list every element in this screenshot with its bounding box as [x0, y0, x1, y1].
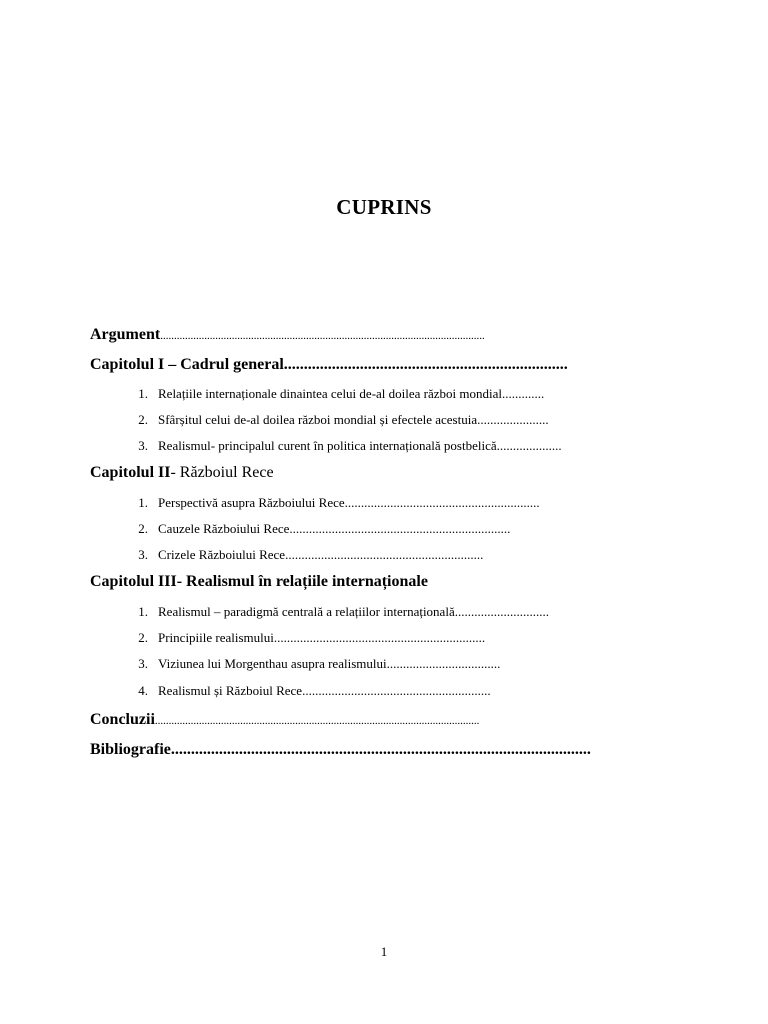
toc-entry-label: Concluzii	[90, 711, 155, 728]
chapter-title: - Războiul Rece	[170, 464, 274, 481]
subentry-text: Sfârșitul celui de-al doilea război mondial și efectele acestuia	[158, 412, 478, 427]
subentry-number: 1.	[138, 604, 148, 619]
toc-entry-bibliografie	[90, 742, 591, 758]
subentry-text: Crizele Războiului Rece	[158, 547, 286, 562]
toc-entry-chapter-1	[90, 357, 568, 373]
page-title: CUPRINS	[336, 195, 432, 219]
subentry-text: Cauzele Războiului Rece	[158, 521, 290, 536]
toc-leader-dots: ......................................................................................................................	[154, 715, 480, 727]
toc-leader-dots: ............................................................	[344, 495, 540, 510]
toc-entry-chapter-3	[90, 574, 428, 590]
subentry-text: Principiile realismului	[158, 630, 274, 645]
page-number: 1	[380, 944, 388, 959]
subentry-text: Realismul- principalul curent în politica internațională postbelică	[158, 438, 497, 453]
toc-entry-label: Argument	[90, 326, 161, 343]
toc-leader-dots: .......................................................................	[283, 356, 568, 373]
toc-entry-argument	[90, 327, 485, 343]
toc-entry-chapter-2	[90, 465, 274, 481]
toc-leader-dots: ......................................................................................................................	[160, 330, 485, 342]
toc-leader-dots: ...................................	[386, 656, 501, 671]
toc-leader-dots: ....................................................................	[289, 521, 511, 536]
subentry-number: 2.	[138, 412, 148, 427]
toc-leader-dots: .............................	[454, 604, 549, 619]
chapter-prefix: Capitolul II	[90, 464, 171, 481]
subentry-text: Relațiile internaționale dinaintea celui de-al doilea război mondial	[158, 386, 502, 401]
subentry-number: 4.	[138, 683, 148, 698]
subentry-number: 3.	[138, 547, 148, 562]
subentry-number: 2.	[138, 630, 148, 645]
subentry-text: Realismul – paradigmă centrală a relațiilor internațională	[158, 604, 455, 619]
toc-leader-dots: .................................................................	[273, 630, 486, 645]
subentry-text: Viziunea lui Morgenthau asupra realismului	[158, 656, 387, 671]
toc-entry-concluzii	[90, 712, 479, 728]
chapter-title: – Cadrul general	[164, 356, 284, 373]
subentry-number: 1.	[138, 495, 148, 510]
toc-leader-dots: .............................................................	[285, 547, 484, 562]
subentry-number: 2.	[138, 521, 148, 536]
toc-leader-dots: .............	[502, 386, 545, 401]
chapter-prefix: Capitolul I	[90, 356, 165, 373]
toc-leader-dots: ..........................................................	[302, 683, 491, 698]
subentry-number: 3.	[138, 656, 148, 671]
toc-leader-dots: .........................................................................................................	[170, 741, 591, 758]
toc-leader-dots: ......................	[477, 412, 549, 427]
subentry-text: Perspectivă asupra Războiului Rece	[158, 495, 345, 510]
toc-leader-dots: ....................	[496, 438, 562, 453]
chapter-title: - Realismul în relațiile internaționale	[176, 573, 428, 590]
subentry-text: Realismul și Războiul Rece	[158, 683, 303, 698]
chapter-prefix: Capitolul III	[90, 573, 177, 590]
subentry-number: 1.	[138, 386, 148, 401]
toc-entry-label: Bibliografie	[90, 741, 171, 758]
subentry-number: 3.	[138, 438, 148, 453]
